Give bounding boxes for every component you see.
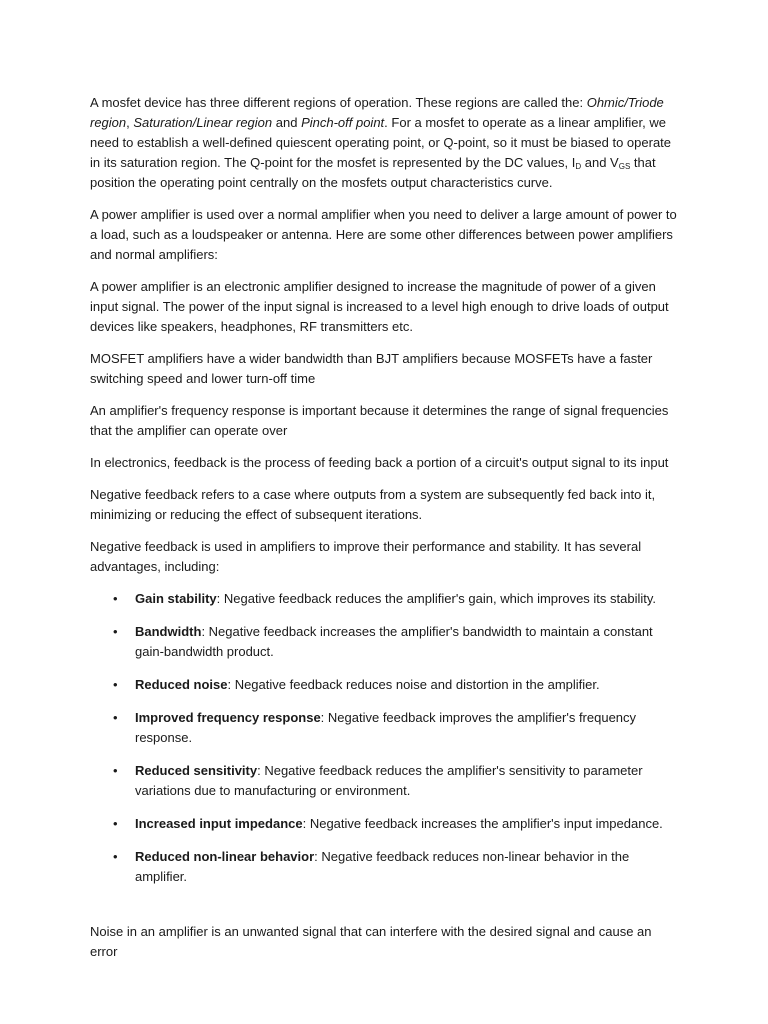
p1-text-5: and V bbox=[581, 155, 619, 170]
advantage-desc: : Negative feedback reduces non-linear behavior in the amplifier. bbox=[135, 849, 630, 884]
p1-text-6: that position the operating point centrally on the mosfets output characteristics curve. bbox=[90, 155, 656, 190]
advantage-term: Increased input impedance bbox=[135, 816, 303, 831]
advantage-desc: : Negative feedback increases the amplifier's input impedance. bbox=[302, 816, 663, 831]
list-item-gain-stability bbox=[90, 589, 678, 609]
p1-text-4: . For a mosfet to operate as a linear amplifier, we need to establish a well-defined quiescent operating point, or Q-point, so it must be biased to operate in its saturation region. The Q-point for the mosfet is represented by the DC values, I bbox=[90, 115, 672, 170]
pinch-off-term: Pinch-off point bbox=[301, 115, 385, 130]
subscript-gs: GS bbox=[618, 162, 631, 171]
list-item-bandwidth bbox=[90, 622, 678, 662]
list-item-input-impedance bbox=[90, 814, 678, 834]
advantage-desc: : Negative feedback improves the amplifier's frequency response. bbox=[135, 710, 637, 745]
paragraph-amplifier-noise: Noise in an amplifier is an unwanted signal that can interfere with the desired signal and cause an error bbox=[90, 924, 652, 959]
p1-text-1: A mosfet device has three different regions of operation. These regions are called the: bbox=[90, 95, 587, 110]
advantage-desc: : Negative feedback reduces the amplifier's sensitivity to parameter variations due to manufacturing or environment. bbox=[135, 763, 643, 798]
advantage-desc: : Negative feedback reduces noise and distortion in the amplifier. bbox=[227, 677, 600, 692]
list-item-reduced-sensitivity bbox=[90, 761, 678, 801]
paragraph-power-amplifier-use: A power amplifier is used over a normal amplifier when you need to deliver a large amount of power to a load, such as a loudspeaker or antenna. Here are some other differences between power amplifiers and normal amplifiers: bbox=[90, 207, 677, 262]
paragraph-negative-feedback-advantages: Negative feedback is used in amplifiers to improve their performance and stability. It has several advantages, including: bbox=[90, 539, 642, 574]
advantage-term: Reduced noise bbox=[135, 677, 228, 692]
advantage-desc: : Negative feedback reduces the amplifier's gain, which improves its stability. bbox=[216, 591, 657, 606]
list-item-frequency-response bbox=[90, 708, 678, 748]
paragraph-mosfet-regions bbox=[90, 93, 678, 193]
paragraph-power-amplifier-definition: A power amplifier is an electronic amplifier designed to increase the magnitude of power of a given input signal. The power of the input signal is increased to a level high enough to drive loads of output devices like speakers, headphones, RF transmitters etc. bbox=[90, 279, 669, 334]
list-item-non-linear bbox=[90, 847, 678, 887]
saturation-region-term: Saturation/Linear region bbox=[133, 115, 273, 130]
advantage-term: Improved frequency response bbox=[135, 710, 321, 725]
p1-text-2: , bbox=[126, 115, 134, 130]
advantage-term: Bandwidth bbox=[135, 624, 202, 639]
advantage-term: Reduced sensitivity bbox=[135, 763, 258, 778]
advantage-desc: : Negative feedback increases the amplifier's bandwidth to maintain a constant gain-bandwidth product. bbox=[135, 624, 653, 659]
advantages-list bbox=[90, 589, 678, 887]
ohmic-region-term: Ohmic/Triode region bbox=[90, 95, 664, 130]
advantage-term: Gain stability bbox=[135, 591, 217, 606]
paragraph-negative-feedback: Negative feedback refers to a case where outputs from a system are subsequently fed back into it, minimizing or reducing the effect of subsequent iterations. bbox=[90, 487, 656, 522]
list-item-reduced-noise bbox=[90, 675, 678, 695]
p1-text-3: and bbox=[272, 115, 302, 130]
advantage-term: Reduced non-linear behavior bbox=[135, 849, 315, 864]
subscript-d: D bbox=[575, 162, 582, 171]
paragraph-feedback-definition: In electronics, feedback is the process of feeding back a portion of a circuit's output signal to its input bbox=[90, 455, 669, 470]
paragraph-frequency-response: An amplifier's frequency response is important because it determines the range of signal frequencies that the amplifier can operate over bbox=[90, 403, 669, 438]
paragraph-mosfet-bandwidth: MOSFET amplifiers have a wider bandwidth than BJT amplifiers because MOSFETs have a faster switching speed and lower turn-off time bbox=[90, 351, 653, 386]
